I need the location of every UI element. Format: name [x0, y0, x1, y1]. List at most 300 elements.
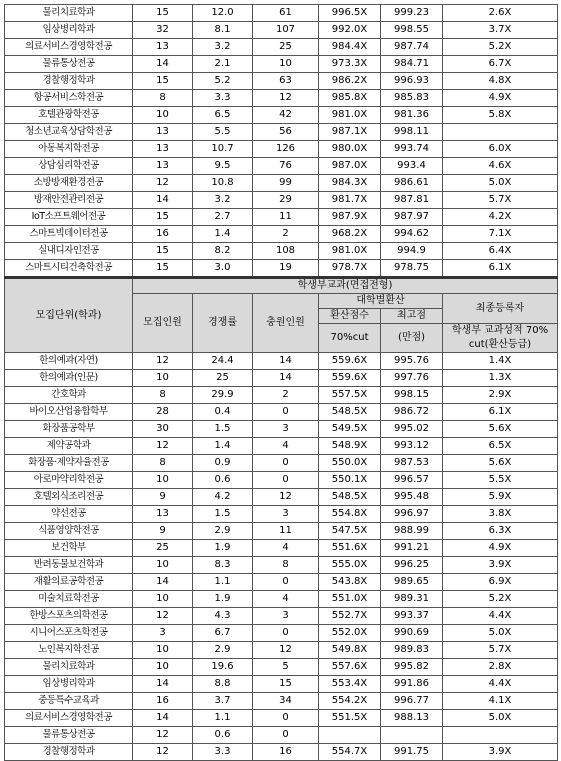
recruit-count-cell: 12 [133, 744, 193, 761]
converted-score-cell: 551.0X [319, 591, 381, 608]
highest-score-cell: 991.21 [381, 540, 443, 557]
recruit-count-cell: 32 [133, 22, 193, 39]
competition-rate-cell: 2.1 [193, 56, 253, 73]
converted-score-cell: 557.5X [319, 387, 381, 404]
table-row [5, 56, 558, 73]
table-row [5, 642, 558, 659]
final-grade-cell: 2.9X [443, 387, 558, 404]
dept-name-cell: 아로마약리학전공 [5, 472, 133, 489]
dept-name-cell: 청소년교육상담학전공 [5, 124, 133, 141]
competition-rate-cell: 3.3 [193, 744, 253, 761]
dept-name-cell: 물리치료학과 [5, 5, 133, 22]
competition-rate-cell: 19.6 [193, 659, 253, 676]
dept-name-cell: 보건학부 [5, 540, 133, 557]
competition-rate-cell: 8.2 [193, 243, 253, 260]
highest-score-cell: 996.77 [381, 693, 443, 710]
recruit-count-cell: 16 [133, 693, 193, 710]
dept-name-cell: 화장품공학부 [5, 421, 133, 438]
supplement-count-cell: 16 [253, 744, 319, 761]
final-grade-cell: 4.2X [443, 209, 558, 226]
dept-name-cell: 미술치료학전공 [5, 591, 133, 608]
table-row [5, 693, 558, 710]
supplement-count-cell: 12 [253, 642, 319, 659]
table-row [5, 523, 558, 540]
supplement-count-cell: 3 [253, 506, 319, 523]
competition-rate-cell: 0.9 [193, 455, 253, 472]
highest-score-cell: 978.75 [381, 260, 443, 278]
table-row [5, 90, 558, 107]
highest-score-cell: 991.86 [381, 676, 443, 693]
recruit-count-cell: 14 [133, 710, 193, 727]
supplement-count-cell: 108 [253, 243, 319, 260]
highest-score-cell: 998.55 [381, 22, 443, 39]
supplement-count-cell: 34 [253, 693, 319, 710]
competition-rate-cell: 8.3 [193, 557, 253, 574]
recruit-count-cell: 10 [133, 472, 193, 489]
converted-score-cell: 981.0X [319, 107, 381, 124]
final-grade-cell [443, 124, 558, 141]
supplement-count-cell: 25 [253, 39, 319, 56]
recruit-count-cell: 25 [133, 540, 193, 557]
converted-score-cell: 987.1X [319, 124, 381, 141]
converted-score-cell: 553.4X [319, 676, 381, 693]
recruit-count-cell: 15 [133, 73, 193, 90]
dept-name-cell: 물류통상전공 [5, 56, 133, 73]
highest-score-cell: 986.61 [381, 175, 443, 192]
dept-name-cell: 경찰행정학과 [5, 73, 133, 90]
supplement-count-cell: 0 [253, 455, 319, 472]
converted-score-cell: 549.8X [319, 642, 381, 659]
supplement-count-cell: 11 [253, 523, 319, 540]
table-row [5, 608, 558, 625]
final-grade-cell [443, 727, 558, 744]
final-grade-cell: 6.9X [443, 574, 558, 591]
final-grade-cell: 3.7X [443, 22, 558, 39]
supplement-count-cell: 0 [253, 472, 319, 489]
converted-score-cell: 554.8X [319, 506, 381, 523]
table-row [5, 209, 558, 226]
converted-score-cell: 996.5X [319, 5, 381, 22]
table-row [5, 574, 558, 591]
recruit-count-cell: 10 [133, 642, 193, 659]
competition-rate-cell: 5.2 [193, 73, 253, 90]
highest-score-cell: 988.13 [381, 710, 443, 727]
recruit-count-cell: 15 [133, 260, 193, 278]
highest-score-cell: 998.11 [381, 124, 443, 141]
table-row [5, 39, 558, 56]
final-grade-cell: 6.3X [443, 523, 558, 540]
highest-score-cell [381, 727, 443, 744]
competition-rate-cell: 3.2 [193, 192, 253, 209]
highest-score-cell: 995.82 [381, 659, 443, 676]
final-grade-cell: 4.6X [443, 158, 558, 175]
final-grade-cell: 4.4X [443, 608, 558, 625]
dept-name-cell: 소방방재환경전공 [5, 175, 133, 192]
competition-rate-cell: 1.4 [193, 438, 253, 455]
converted-score-cell: 978.7X [319, 260, 381, 278]
converted-score-cell: 973.3X [319, 56, 381, 73]
final-grade-cell: 6.0X [443, 141, 558, 158]
table-row [5, 591, 558, 608]
converted-score-cell: 984.3X [319, 175, 381, 192]
final-grade-cell: 3.8X [443, 506, 558, 523]
dept-name-cell: 시니어스포츠학전공 [5, 625, 133, 642]
recruit-count-cell: 9 [133, 523, 193, 540]
highest-score-cell: 995.76 [381, 353, 443, 370]
dept-name-cell: 호텔관광학전공 [5, 107, 133, 124]
dept-name-cell: 스마트빅데이터전공 [5, 226, 133, 243]
final-grade-cell: 5.8X [443, 107, 558, 124]
table-header [5, 278, 558, 353]
dept-name-cell: 약선전공 [5, 506, 133, 523]
highest-score-cell: 981.36 [381, 107, 443, 124]
dept-name-cell: 간호학과 [5, 387, 133, 404]
table-row [5, 243, 558, 260]
final-grade-cell: 6.1X [443, 260, 558, 278]
dept-name-cell: 임상병리학과 [5, 22, 133, 39]
table-row [5, 22, 558, 39]
dept-name-cell: 한의예과(인문) [5, 370, 133, 387]
final-grade-cell: 3.9X [443, 557, 558, 574]
recruit-count-cell: 10 [133, 659, 193, 676]
supplement-count-cell: 11 [253, 209, 319, 226]
supplement-count-cell: 56 [253, 124, 319, 141]
dept-name-cell: 바이오산업융합학부 [5, 404, 133, 421]
dept-name-cell: 물리치료학과 [5, 659, 133, 676]
recruit-count-cell: 13 [133, 506, 193, 523]
header-unit: 모집단위(학과) [5, 278, 133, 353]
recruit-count-cell: 13 [133, 124, 193, 141]
competition-rate-cell: 0.4 [193, 404, 253, 421]
final-grade-cell: 5.7X [443, 192, 558, 209]
converted-score-cell: 555.0X [319, 557, 381, 574]
supplement-count-cell: 5 [253, 659, 319, 676]
supplement-count-cell: 0 [253, 574, 319, 591]
dept-name-cell: 의료서비스경영학전공 [5, 710, 133, 727]
table-row [5, 226, 558, 243]
dept-name-cell: 화장품·제약자율전공 [5, 455, 133, 472]
converted-score-cell: 987.0X [319, 158, 381, 175]
dept-name-cell: 재활의료공학전공 [5, 574, 133, 591]
final-grade-cell: 5.9X [443, 489, 558, 506]
highest-score-cell: 993.12 [381, 438, 443, 455]
recruit-count-cell: 8 [133, 387, 193, 404]
highest-score-cell: 985.83 [381, 90, 443, 107]
final-grade-cell: 3.9X [443, 744, 558, 761]
competition-rate-cell: 3.2 [193, 39, 253, 56]
supplement-count-cell: 4 [253, 438, 319, 455]
competition-rate-cell: 10.8 [193, 175, 253, 192]
converted-score-cell: 984.4X [319, 39, 381, 56]
converted-score-cell [319, 727, 381, 744]
supplement-count-cell: 12 [253, 489, 319, 506]
table-row [5, 124, 558, 141]
competition-rate-cell: 6.7 [193, 625, 253, 642]
recruit-count-cell: 12 [133, 175, 193, 192]
converted-score-cell: 554.7X [319, 744, 381, 761]
final-grade-cell: 5.0X [443, 625, 558, 642]
highest-score-cell: 996.57 [381, 472, 443, 489]
final-grade-cell: 2.6X [443, 5, 558, 22]
recruit-count-cell: 30 [133, 421, 193, 438]
table-row [5, 557, 558, 574]
header-competition: 경쟁률 [193, 294, 253, 353]
recruit-count-cell: 13 [133, 39, 193, 56]
recruit-count-cell: 10 [133, 107, 193, 124]
converted-score-cell: 550.1X [319, 472, 381, 489]
competition-rate-cell: 1.4 [193, 226, 253, 243]
highest-score-cell: 987.81 [381, 192, 443, 209]
dept-name-cell: 경찰행정학과 [5, 744, 133, 761]
table-row [5, 192, 558, 209]
supplement-count-cell: 19 [253, 260, 319, 278]
table-row [5, 175, 558, 192]
supplement-count-cell: 12 [253, 90, 319, 107]
recruit-count-cell: 12 [133, 353, 193, 370]
competition-rate-cell: 9.5 [193, 158, 253, 175]
highest-score-cell: 994.9 [381, 243, 443, 260]
table-row [5, 676, 558, 693]
dept-name-cell: 반려동물보건학과 [5, 557, 133, 574]
header-highest: 최고점 [381, 309, 443, 324]
header-supplement: 충원인원 [253, 294, 319, 353]
competition-rate-cell: 5.5 [193, 124, 253, 141]
converted-score-cell: 552.0X [319, 625, 381, 642]
competition-rate-cell: 1.9 [193, 540, 253, 557]
table-row [5, 659, 558, 676]
highest-score-cell: 987.97 [381, 209, 443, 226]
table-row [5, 387, 558, 404]
highest-score-cell: 984.71 [381, 56, 443, 73]
highest-score-cell: 993.74 [381, 141, 443, 158]
recruit-count-cell: 3 [133, 625, 193, 642]
supplement-count-cell: 61 [253, 5, 319, 22]
recruit-count-cell: 12 [133, 608, 193, 625]
dept-name-cell: 임상병리학과 [5, 676, 133, 693]
converted-score-cell: 548.5X [319, 404, 381, 421]
supplement-count-cell: 63 [253, 73, 319, 90]
converted-score-cell: 985.8X [319, 90, 381, 107]
competition-rate-cell: 1.5 [193, 506, 253, 523]
competition-rate-cell: 24.4 [193, 353, 253, 370]
header-conversion: 대학별환산 [319, 294, 443, 309]
final-grade-cell: 1.4X [443, 353, 558, 370]
converted-score-cell: 548.9X [319, 438, 381, 455]
supplement-count-cell: 76 [253, 158, 319, 175]
final-grade-cell: 6.1X [443, 404, 558, 421]
admissions-results-page [4, 4, 557, 761]
supplement-count-cell: 126 [253, 141, 319, 158]
converted-score-cell: 980.0X [319, 141, 381, 158]
table-row [5, 5, 558, 22]
dept-name-cell: 노인복지학전공 [5, 642, 133, 659]
header-final-reg: 최종등록자 [443, 294, 558, 324]
table-row [5, 421, 558, 438]
supplement-count-cell: 10 [253, 56, 319, 73]
recruit-count-cell: 12 [133, 727, 193, 744]
final-grade-cell: 6.5X [443, 438, 558, 455]
dept-name-cell: 항공서비스학전공 [5, 90, 133, 107]
table-row [5, 260, 558, 278]
competition-rate-cell: 2.9 [193, 642, 253, 659]
converted-score-cell: 549.5X [319, 421, 381, 438]
dept-name-cell: 중등특수교육과 [5, 693, 133, 710]
recruit-count-cell: 13 [133, 141, 193, 158]
table-row [5, 73, 558, 90]
table-row [5, 506, 558, 523]
header-converted-score: 환산점수 [319, 309, 381, 324]
highest-score-cell: 995.02 [381, 421, 443, 438]
converted-score-cell: 551.6X [319, 540, 381, 557]
converted-score-cell: 987.9X [319, 209, 381, 226]
competition-rate-cell: 29.9 [193, 387, 253, 404]
dept-name-cell: 물류통상전공 [5, 727, 133, 744]
competition-rate-cell: 25 [193, 370, 253, 387]
final-grade-cell: 5.5X [443, 472, 558, 489]
converted-score-cell: 992.0X [319, 22, 381, 39]
recruit-count-cell: 14 [133, 574, 193, 591]
competition-rate-cell: 1.1 [193, 710, 253, 727]
converted-score-cell: 559.6X [319, 353, 381, 370]
converted-score-cell: 547.5X [319, 523, 381, 540]
competition-rate-cell: 1.1 [193, 574, 253, 591]
highest-score-cell: 996.97 [381, 506, 443, 523]
highest-score-cell: 996.93 [381, 73, 443, 90]
dept-name-cell: IoT소프트웨어전공 [5, 209, 133, 226]
bottom-results-section [5, 353, 558, 761]
recruit-count-cell: 10 [133, 591, 193, 608]
table-row [5, 438, 558, 455]
highest-score-cell: 987.53 [381, 455, 443, 472]
supplement-count-cell: 0 [253, 625, 319, 642]
highest-score-cell: 998.15 [381, 387, 443, 404]
recruit-count-cell: 16 [133, 226, 193, 243]
supplement-count-cell: 0 [253, 710, 319, 727]
table-row [5, 455, 558, 472]
competition-rate-cell: 3.0 [193, 260, 253, 278]
recruit-count-cell: 10 [133, 557, 193, 574]
supplement-count-cell: 14 [253, 370, 319, 387]
header-final-detail: 학생부 교과성적 70% cut(환산등급) [443, 324, 558, 353]
dept-name-cell: 실내디자인전공 [5, 243, 133, 260]
recruit-count-cell: 15 [133, 243, 193, 260]
competition-rate-cell: 4.3 [193, 608, 253, 625]
highest-score-cell: 995.48 [381, 489, 443, 506]
final-grade-cell: 7.1X [443, 226, 558, 243]
highest-score-cell: 994.62 [381, 226, 443, 243]
final-grade-cell: 5.6X [443, 421, 558, 438]
supplement-count-cell: 99 [253, 175, 319, 192]
admissions-results-table [4, 4, 558, 761]
highest-score-cell: 993.4 [381, 158, 443, 175]
dept-name-cell: 아동복지학전공 [5, 141, 133, 158]
highest-score-cell: 988.99 [381, 523, 443, 540]
supplement-count-cell: 0 [253, 404, 319, 421]
dept-name-cell: 스마트시티건축학전공 [5, 260, 133, 278]
table-row [5, 710, 558, 727]
dept-name-cell: 의료서비스경영학전공 [5, 39, 133, 56]
competition-rate-cell: 2.7 [193, 209, 253, 226]
final-grade-cell: 5.7X [443, 642, 558, 659]
recruit-count-cell: 14 [133, 676, 193, 693]
recruit-count-cell: 8 [133, 455, 193, 472]
highest-score-cell: 997.76 [381, 370, 443, 387]
converted-score-cell: 981.7X [319, 192, 381, 209]
converted-score-cell: 543.8X [319, 574, 381, 591]
table-row [5, 158, 558, 175]
supplement-count-cell: 4 [253, 540, 319, 557]
recruit-count-cell: 14 [133, 192, 193, 209]
recruit-count-cell: 15 [133, 209, 193, 226]
competition-rate-cell: 8.1 [193, 22, 253, 39]
recruit-count-cell: 8 [133, 90, 193, 107]
highest-score-cell: 987.74 [381, 39, 443, 56]
table-row [5, 540, 558, 557]
table-row [5, 141, 558, 158]
converted-score-cell: 554.2X [319, 693, 381, 710]
supplement-count-cell: 15 [253, 676, 319, 693]
competition-rate-cell: 4.2 [193, 489, 253, 506]
highest-score-cell: 990.69 [381, 625, 443, 642]
final-grade-cell: 5.2X [443, 591, 558, 608]
dept-name-cell: 한방스포츠의학전공 [5, 608, 133, 625]
final-grade-cell: 5.0X [443, 710, 558, 727]
recruit-count-cell: 13 [133, 158, 193, 175]
header-group: 학생부교과(면접전형) [133, 278, 558, 294]
supplement-count-cell: 0 [253, 727, 319, 744]
highest-score-cell: 989.65 [381, 574, 443, 591]
converted-score-cell: 557.6X [319, 659, 381, 676]
converted-score-cell: 552.7X [319, 608, 381, 625]
final-grade-cell: 5.6X [443, 455, 558, 472]
dept-name-cell: 방재안전관리전공 [5, 192, 133, 209]
highest-score-cell: 986.72 [381, 404, 443, 421]
competition-rate-cell: 3.7 [193, 693, 253, 710]
supplement-count-cell: 29 [253, 192, 319, 209]
dept-name-cell: 한의예과(자연) [5, 353, 133, 370]
dept-name-cell: 호텔외식조리전공 [5, 489, 133, 506]
final-grade-cell: 6.4X [443, 243, 558, 260]
final-grade-cell: 4.8X [443, 73, 558, 90]
final-grade-cell: 6.7X [443, 56, 558, 73]
highest-score-cell: 989.83 [381, 642, 443, 659]
table-row [5, 370, 558, 387]
highest-score-cell: 993.37 [381, 608, 443, 625]
dept-name-cell: 상담심리학전공 [5, 158, 133, 175]
header-perfect: (만점) [381, 324, 443, 353]
table-row [5, 744, 558, 761]
recruit-count-cell: 14 [133, 56, 193, 73]
competition-rate-cell: 3.3 [193, 90, 253, 107]
final-grade-cell: 4.9X [443, 540, 558, 557]
final-grade-cell: 4.1X [443, 693, 558, 710]
supplement-count-cell: 4 [253, 591, 319, 608]
recruit-count-cell: 12 [133, 438, 193, 455]
highest-score-cell: 996.25 [381, 557, 443, 574]
supplement-count-cell: 107 [253, 22, 319, 39]
recruit-count-cell: 10 [133, 370, 193, 387]
final-grade-cell: 5.0X [443, 175, 558, 192]
final-grade-cell: 4.4X [443, 676, 558, 693]
supplement-count-cell: 3 [253, 421, 319, 438]
table-row [5, 625, 558, 642]
competition-rate-cell: 1.9 [193, 591, 253, 608]
supplement-count-cell: 42 [253, 107, 319, 124]
supplement-count-cell: 14 [253, 353, 319, 370]
table-row [5, 489, 558, 506]
highest-score-cell: 991.75 [381, 744, 443, 761]
table-row [5, 353, 558, 370]
